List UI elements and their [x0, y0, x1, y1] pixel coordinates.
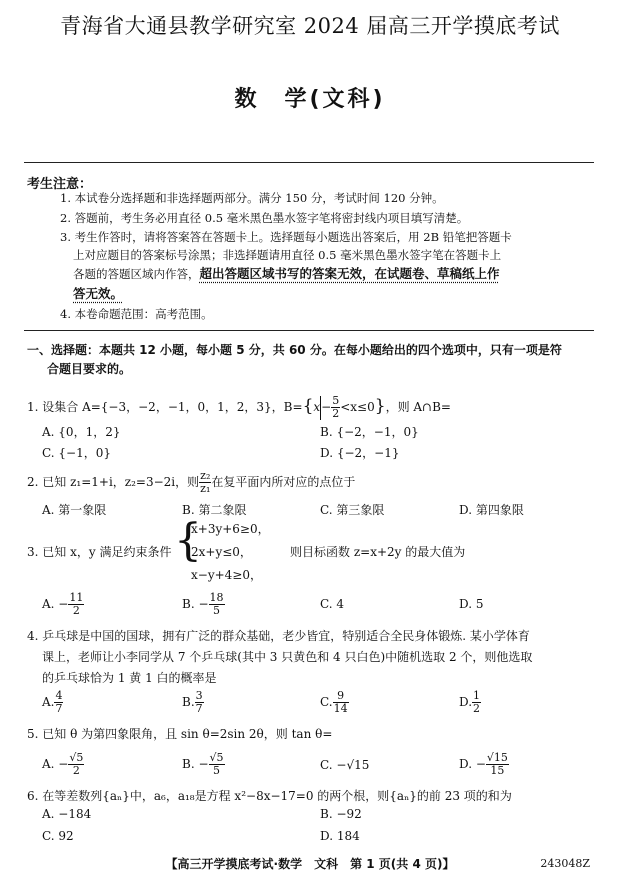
q3-option-b[interactable] — [182, 592, 225, 617]
notice-item-1: 1. 本试卷分选择题和非选择题两部分。满分 150 分，考试时间 120 分钟。 — [60, 191, 444, 205]
q4-b-den: 7 — [195, 702, 203, 715]
q1-stem-a: 1. 设集合 A={−3，−2，−1，0，1，2，3}，B= — [27, 400, 303, 414]
q1-option-b[interactable]: B. {−2，−1，0} — [320, 425, 419, 439]
q1-stem-b: ，则 A∩B= — [385, 400, 451, 414]
exam-title: 青海省大通县教学研究室 2024 届高三开学摸底考试 — [60, 14, 560, 38]
q6-option-a[interactable]: A. −184 — [42, 807, 92, 821]
q3-constraint-1: x+3y+6≥0， — [191, 522, 270, 536]
notice-item-3-line3 — [73, 265, 500, 283]
paper-code: 243048Z — [540, 857, 590, 870]
q2-option-c[interactable]: C. 第三象限 — [320, 503, 385, 517]
q4-a-frac — [54, 690, 63, 715]
notice-item-3-line4: 答无效。 — [73, 286, 124, 301]
q5-a-pre: A. − — [42, 757, 69, 771]
q2-frac-num: z₂ — [200, 469, 211, 482]
q5-a-num: √5 — [69, 751, 84, 764]
q4-a-pre: A. — [42, 695, 55, 709]
notice-item-3-line1: 3. 考生作答时，请将答案答在答题卡上。选择题每小题选出答案后，用 2B 铅笔把答题卡 — [60, 230, 512, 244]
q5-b-frac — [209, 752, 225, 777]
q1-option-a[interactable]: A. {0，1，2} — [42, 425, 121, 439]
q6-option-c[interactable]: C. 92 — [42, 829, 74, 843]
q3-constraint-2: 2x+y≤0， — [191, 545, 252, 559]
q1-set-right: } — [374, 396, 386, 416]
q3-a-num: 11 — [69, 591, 84, 604]
q6-option-d[interactable]: D. 184 — [320, 829, 360, 843]
q4-b-num: 3 — [195, 689, 203, 702]
q4-d-pre: D. — [459, 695, 473, 709]
q5-d-frac — [486, 752, 509, 777]
q4-d-num: 1 — [473, 689, 481, 702]
q4-line-1: 4. 乒乓球是中国的国球，拥有广泛的群众基础，老少皆宜，特别适合全民身体锻炼. 某小学体育 — [27, 629, 530, 643]
q1-set-left: { — [302, 396, 314, 416]
q3-stem-a: 3. 已知 x，y 满足约束条件 — [27, 545, 172, 559]
q6-option-b[interactable]: B. −92 — [320, 807, 362, 821]
q1-set-cond: <x≤0 — [340, 400, 375, 414]
q4-d-den: 2 — [473, 702, 481, 715]
q3-option-c[interactable]: C. 4 — [320, 597, 345, 611]
q3-a-den: 2 — [72, 604, 80, 617]
q5-option-d[interactable] — [459, 752, 509, 777]
top-rule — [24, 162, 594, 163]
notice-heading: 考生注意： — [27, 177, 93, 192]
notice-item-3-line3a: 各题的答题区域内作答， — [73, 267, 200, 281]
section-line-2: 合题目要求的。 — [47, 362, 132, 376]
q6-stem: 6. 在等差数列{aₙ}中，a₆，a₁₈是方程 x²−8x−17=0 的两个根，则{aₙ}的前 23 项的和为 — [27, 789, 512, 803]
q3-b-den: 5 — [213, 604, 221, 617]
exam-subtitle: 数 学(文科) — [234, 87, 386, 112]
q2-stem-b: 在复平面内所对应的点位于 — [211, 475, 356, 489]
q4-c-frac — [333, 690, 349, 715]
q2-option-d[interactable]: D. 第四象限 — [459, 503, 524, 517]
section-line-1: 一、选择题：本题共 12 小题，每小题 5 分，共 60 分。在每小题给出的四个选项中，只有一项是符 — [27, 343, 562, 357]
q5-b-num: √5 — [209, 751, 224, 764]
q4-c-num: 9 — [333, 690, 349, 703]
q4-c-pre: C. — [320, 695, 333, 709]
q5-a-frac — [68, 752, 84, 777]
notice-item-3-line2: 上对应题目的答案标号涂黑；非选择题请用直径 0.5 毫米黑色墨水签字笔在答题卡上 — [73, 248, 502, 262]
q4-line-2: 课上，老师让小李同学从 7 个乒乓球(其中 3 只黄色和 4 只白色)中随机选取 2 个，则他选取 — [42, 650, 533, 664]
q4-c-den: 14 — [333, 702, 348, 715]
q4-b-pre: B. — [182, 695, 195, 709]
q1-option-d[interactable]: D. {−2，−1} — [320, 446, 400, 460]
q3-a-frac — [68, 592, 84, 617]
q5-b-den: 5 — [213, 764, 221, 777]
q5-d-den: 15 — [490, 764, 505, 777]
section-heading — [27, 341, 562, 379]
q2-option-b[interactable]: B. 第二象限 — [182, 503, 247, 517]
q3-b-frac — [209, 592, 225, 617]
q1-option-c[interactable]: C. {−1，0} — [42, 446, 111, 460]
question-2-stem — [27, 470, 355, 495]
q3-constraint-3: x−y+4≥0， — [191, 568, 262, 582]
q5-option-c[interactable]: C. −√15 — [320, 758, 370, 772]
q4-b-frac — [195, 690, 204, 715]
notice-rule — [24, 330, 594, 331]
q2-frac-den: z₁ — [200, 482, 211, 495]
question-1-stem — [27, 395, 451, 420]
q5-option-b[interactable] — [182, 752, 225, 777]
notice-item-2: 2. 答题前，考生务必用直径 0.5 毫米黑色墨水签字笔将密封线内项目填写清楚。 — [60, 211, 469, 225]
page-footer: 【高三开学摸底考试·数学 文科 第 1 页(共 4 页)】 — [165, 857, 455, 871]
q3-option-d[interactable]: D. 5 — [459, 597, 484, 611]
q3-b-num: 18 — [209, 591, 224, 604]
q3-b-pre: B. − — [182, 597, 209, 611]
q3-stem-b: 则目标函数 z=x+2y 的最大值为 — [290, 545, 466, 559]
q5-option-a[interactable] — [42, 752, 84, 777]
q4-d-frac — [472, 690, 481, 715]
notice-item-4: 4. 本卷命题范围：高考范围。 — [60, 307, 213, 321]
q1-set-frac — [331, 395, 340, 420]
q5-d-pre: D. − — [459, 757, 486, 771]
q2-option-a[interactable]: A. 第一象限 — [42, 503, 107, 517]
q5-stem: 5. 已知 θ 为第四象限角，且 sin θ=2sin 2θ，则 tan θ= — [27, 727, 333, 741]
q3-option-a[interactable] — [42, 592, 84, 617]
q2-frac — [199, 470, 211, 495]
q3-a-pre: A. − — [42, 597, 69, 611]
q4-option-d[interactable] — [459, 690, 481, 715]
q1-frac-den: 2 — [332, 407, 340, 420]
q3-brace: { — [174, 515, 202, 566]
q2-stem-a: 2. 已知 z₁=1+i，z₂=3−2i，则 — [27, 475, 200, 489]
q4-option-a[interactable] — [42, 690, 63, 715]
q5-a-den: 2 — [72, 764, 80, 777]
q4-option-b[interactable] — [182, 690, 204, 715]
q1-set-minus: − — [321, 400, 332, 414]
q5-d-num: √15 — [486, 751, 508, 764]
q5-b-pre: B. − — [182, 757, 209, 771]
q4-option-c[interactable] — [320, 690, 349, 715]
q1-frac-num: 5 — [332, 394, 340, 407]
q1-set-var: x — [313, 400, 321, 414]
q4-a-num: 4 — [55, 689, 63, 702]
q4-line-3: 的乒乓球恰为 1 黄 1 白的概率是 — [42, 671, 217, 685]
notice-emphasis: 超出答题区域书写的答案无效，在试题卷、草稿纸上作 — [199, 266, 500, 281]
q4-a-den: 7 — [55, 702, 63, 715]
